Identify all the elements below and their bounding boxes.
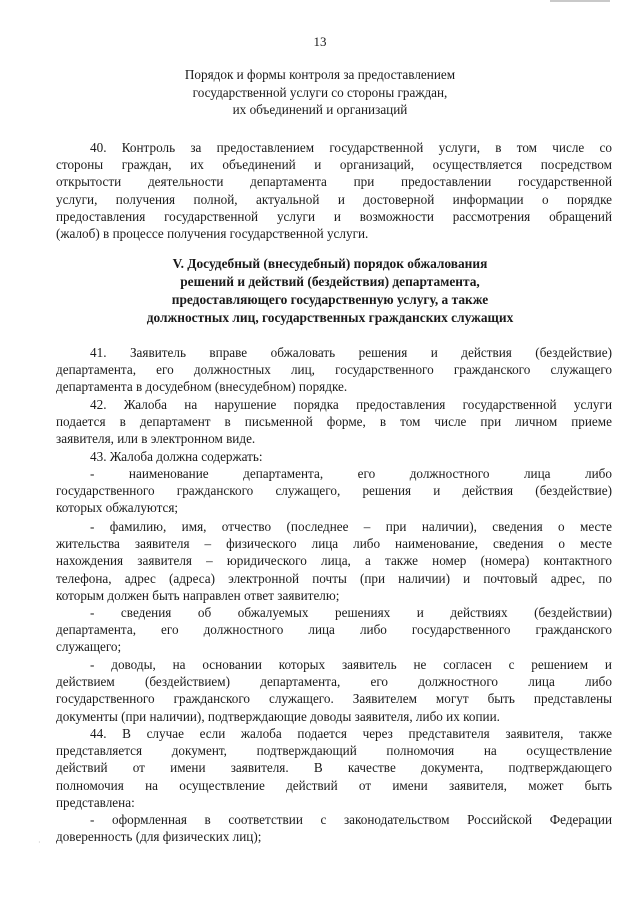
text-line: стороны граждан, их объединений и организаций, осуществляется посредством bbox=[56, 157, 612, 173]
text-line: 41. Заявитель вправе обжаловать решения и действия (бездействие) bbox=[90, 345, 612, 360]
section-heading-line: должностных лиц, государственных гражданских служащих bbox=[146, 310, 514, 325]
text-line: департамента, его должностных лиц, государственного гражданского служащего bbox=[56, 362, 612, 378]
section-heading-line: предоставляющего государственную услугу, а также bbox=[171, 292, 489, 307]
text-line: государственного гражданского служащего. Заявителем могут быть представлены bbox=[56, 691, 612, 707]
bullet-power-of-attorney bbox=[56, 811, 612, 845]
text-line: представляется документ, подтверждающий полномочия на осуществление bbox=[56, 743, 612, 759]
section-5-heading bbox=[50, 255, 610, 327]
text-line: департамента, его должностного лица либо государственного гражданского bbox=[56, 622, 612, 638]
paragraph-42 bbox=[56, 396, 612, 448]
text-line: служащего; bbox=[56, 639, 122, 655]
text-line: действием (бездействием) департамента, его должностного лица либо bbox=[56, 674, 612, 690]
text-line: государственного гражданского служащего, решения и действия (бездействие) bbox=[56, 483, 612, 499]
text-line: - доводы, на основании которых заявитель не согласен с решением и bbox=[90, 657, 612, 672]
scan-edge-mark bbox=[550, 0, 610, 2]
bullet-appealed-decisions bbox=[56, 604, 612, 656]
text-line: которых обжалуются; bbox=[56, 500, 179, 516]
paragraph-43 bbox=[56, 448, 612, 465]
text-line: документы (при наличии), подтверждающие доводы заявителя, либо их копии. bbox=[56, 708, 500, 724]
scan-artifact-dot: · bbox=[38, 838, 41, 847]
text-line: 44. В случае если жалоба подается через представителя заявителя, также bbox=[90, 726, 612, 741]
control-heading-line: Порядок и формы контроля за предоставлением bbox=[184, 67, 456, 82]
text-line: - оформленная в соответствии с законодательством Российской Федерации bbox=[90, 812, 612, 827]
text-line: предоставления государственной услуги и возможности рассмотрения обращений bbox=[56, 208, 612, 224]
text-line: заявителя, или в электронном виде. bbox=[56, 431, 256, 447]
paragraph-44 bbox=[56, 725, 612, 811]
section-heading-line: V. Досудебный (внесудебный) порядок обжалования bbox=[172, 256, 488, 271]
text-line: полномочия на осуществление действий от имени заявителя, может быть bbox=[56, 777, 612, 793]
text-line: департамента в досудебном (внесудебном) порядке. bbox=[56, 379, 348, 395]
text-line: которым должен быть направлен ответ заявителю; bbox=[56, 587, 340, 603]
section-heading-line: решений и действий (бездействия) департамента, bbox=[180, 274, 480, 289]
text-line: доверенность (для физических лиц); bbox=[56, 829, 262, 845]
text-line: 43. Жалоба должна содержать: bbox=[90, 449, 263, 464]
bullet-applicant-details bbox=[56, 518, 612, 604]
control-heading-line: государственной услуги со стороны граждан, bbox=[192, 84, 448, 100]
text-line: - сведения об обжалуемых решениях и действиях (бездействии) bbox=[90, 605, 612, 620]
text-line: - фамилию, имя, отчество (последнее – при наличии), сведения о месте bbox=[90, 519, 612, 534]
paragraph-40 bbox=[56, 139, 612, 242]
control-heading bbox=[60, 66, 580, 119]
text-line: 42. Жалоба на нарушение порядка предоставления государственной услуги bbox=[90, 397, 612, 412]
text-line: жительства заявителя – физического лица либо наименование, сведения о месте bbox=[56, 536, 612, 552]
text-line: подается в департамент в письменной форме, в том числе при личном приеме bbox=[56, 414, 612, 430]
page-number: 13 bbox=[313, 34, 327, 49]
text-line: 40. Контроль за предоставлением государственной услуги, в том числе со bbox=[90, 140, 612, 155]
text-line: телефона, адрес (адреса) электронной почты (при наличии) и почтовый адрес, по bbox=[56, 570, 612, 586]
text-line: услуги, получения полной, актуальной и достоверной информации о порядке bbox=[56, 191, 612, 207]
bullet-department-name bbox=[56, 465, 612, 517]
text-line: действий от имени заявителя. В качестве документа, подтверждающего bbox=[56, 760, 612, 776]
control-heading-line: их объединений и организаций bbox=[232, 102, 408, 117]
text-line: нахождения заявителя – юридического лица, а также номер (номера) контактного bbox=[56, 553, 612, 569]
text-line: представлена: bbox=[56, 794, 135, 810]
bullet-arguments bbox=[56, 656, 612, 725]
paragraph-41 bbox=[56, 344, 612, 396]
text-line: (жалоб) в процессе получения государственной услуги. bbox=[56, 226, 369, 242]
text-line: - наименование департамента, его должностного лица либо bbox=[90, 466, 612, 481]
text-line: открытости деятельности департамента при предоставлении государственной bbox=[56, 174, 612, 190]
